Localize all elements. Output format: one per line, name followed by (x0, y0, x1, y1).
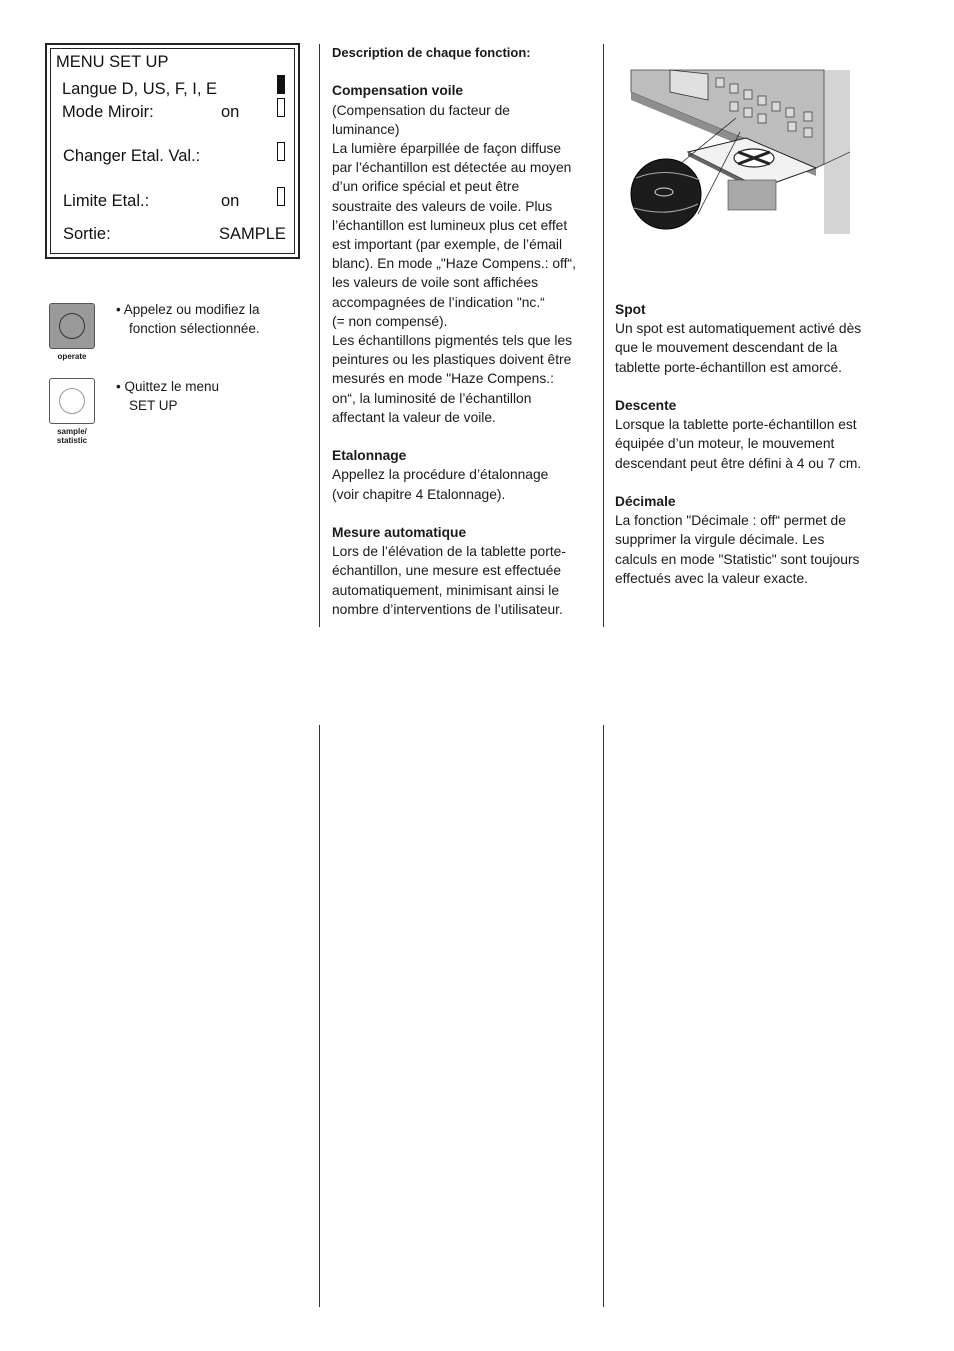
text-line: Lors de l’élévation de la tablette porte- (332, 544, 566, 560)
text-line: tablette porte-échantillon est amorcé. (615, 359, 843, 375)
text-line: (= non compensé). (332, 313, 448, 329)
sample-note-line1: • Quittez le menu (116, 379, 220, 394)
text-line: équipée d’un moteur, le mouvement (615, 436, 835, 452)
menu-row-miroir: Mode Miroir: (62, 103, 154, 121)
menu-row-limite-etal: Limite Etal.: (63, 192, 150, 210)
column-divider (603, 44, 604, 627)
column-divider (603, 725, 604, 1307)
column-3 (615, 300, 885, 588)
operate-button-caption: operate (57, 352, 87, 361)
text-line: effectués avec la valeur exacte. (615, 570, 809, 586)
instrument-pedestal (728, 180, 776, 210)
magnified-detail-icon (631, 159, 701, 229)
text-line: calculs en mode "Statistic" sont toujours (615, 551, 860, 567)
menu-row-sortie: Sortie: (63, 225, 111, 243)
text-line: Les échantillons pigmentés tels que les (332, 333, 573, 349)
cursor-icon (277, 98, 285, 117)
sample-statistic-caption-line1: sample/ (57, 427, 87, 436)
section-heading: Décimale (615, 494, 676, 509)
text-line: l’échantillon est lumineux plus cet effet (332, 217, 568, 233)
sample-statistic-button[interactable] (49, 378, 95, 424)
text-line: supprimer la virgule décimale. Les (615, 532, 825, 548)
text-line: La lumière éparpillée de façon diffuse (332, 141, 562, 156)
operate-note-line2: fonction sélectionnée. (129, 321, 260, 336)
text-line: peintures ou les plastiques doivent être (332, 352, 572, 368)
operate-button[interactable] (49, 303, 95, 349)
text-line: soustraite des valeurs de voile. Plus (332, 198, 553, 214)
text-line: Un spot est automatiquement activé dès (615, 321, 862, 337)
menu-row-miroir-value: on (221, 103, 240, 121)
menu-row-langue: Langue D, US, F, I, E (62, 80, 217, 98)
cursor-selected-icon (277, 75, 285, 94)
menu-row-limite-etal-value: on (221, 192, 240, 210)
cursor-icon (277, 142, 285, 161)
text-line: (voir chapitre 4 Etalonnage). (332, 486, 506, 502)
text-line: mesurés en mode "Haze Compens.: (332, 371, 554, 387)
column-divider (319, 44, 320, 627)
sample-note-line2: SET UP (129, 398, 178, 413)
text-line: La fonction "Décimale : off“ permet de (615, 513, 846, 529)
text-line: blanc). En mode „"Haze Compens.: off“, (332, 256, 576, 272)
cursor-icon (277, 187, 285, 206)
text-line: d’un orifice spécial et peut être (332, 179, 520, 195)
section-heading: Descente (615, 398, 677, 413)
text-line: accompagnées de l’indication "nc.“ (332, 294, 545, 310)
text-line: nombre d’interventions de l’utilisateur. (332, 601, 563, 617)
instrument-illustration (628, 68, 854, 238)
text-line: par l’échantillon est détectée au moyen (332, 160, 572, 176)
text-line: descendant peut être défini à 4 ou 7 cm. (615, 455, 862, 471)
text-line: Appellez la procédure d’étalonnage (332, 467, 549, 483)
text-line: que le mouvement descendant de la (615, 340, 838, 356)
column-divider (319, 725, 320, 1307)
text-line: (Compensation du facteur de (332, 102, 510, 118)
text-line: automatiquement, minimisant ainsi le (332, 582, 559, 598)
section-heading: Etalonnage (332, 448, 407, 464)
circle-icon (59, 388, 85, 414)
text-line: les valeurs de voile sont affichées (332, 275, 539, 291)
text-line: on“, la luminosité de l’échantillon (332, 390, 532, 406)
intro-heading: Description de chaque fonction: (332, 45, 531, 60)
operate-note-line1: • Appelez ou modifiez la (116, 302, 260, 317)
text-line: Lorsque la tablette porte-échantillon est (615, 417, 857, 433)
column-2 (332, 43, 597, 619)
circle-icon (59, 313, 85, 339)
section-heading: Mesure automatique (332, 525, 467, 541)
menu-title: MENU SET UP (56, 53, 169, 71)
text-line: affectant la valeur de voile. (332, 409, 496, 425)
section-heading: Spot (615, 302, 646, 317)
text-line: est important (par exemple, de l’émail (332, 237, 563, 253)
instrument-side-panel (824, 70, 850, 234)
sample-statistic-caption-line2: statistic (56, 436, 88, 445)
menu-row-changer-etal: Changer Etal. Val.: (63, 147, 201, 165)
text-line: échantillon, une mesure est effectuée (332, 563, 562, 579)
section-heading: Compensation voile (332, 83, 464, 99)
menu-row-sortie-value: SAMPLE (219, 225, 286, 243)
text-line: luminance) (332, 121, 400, 137)
